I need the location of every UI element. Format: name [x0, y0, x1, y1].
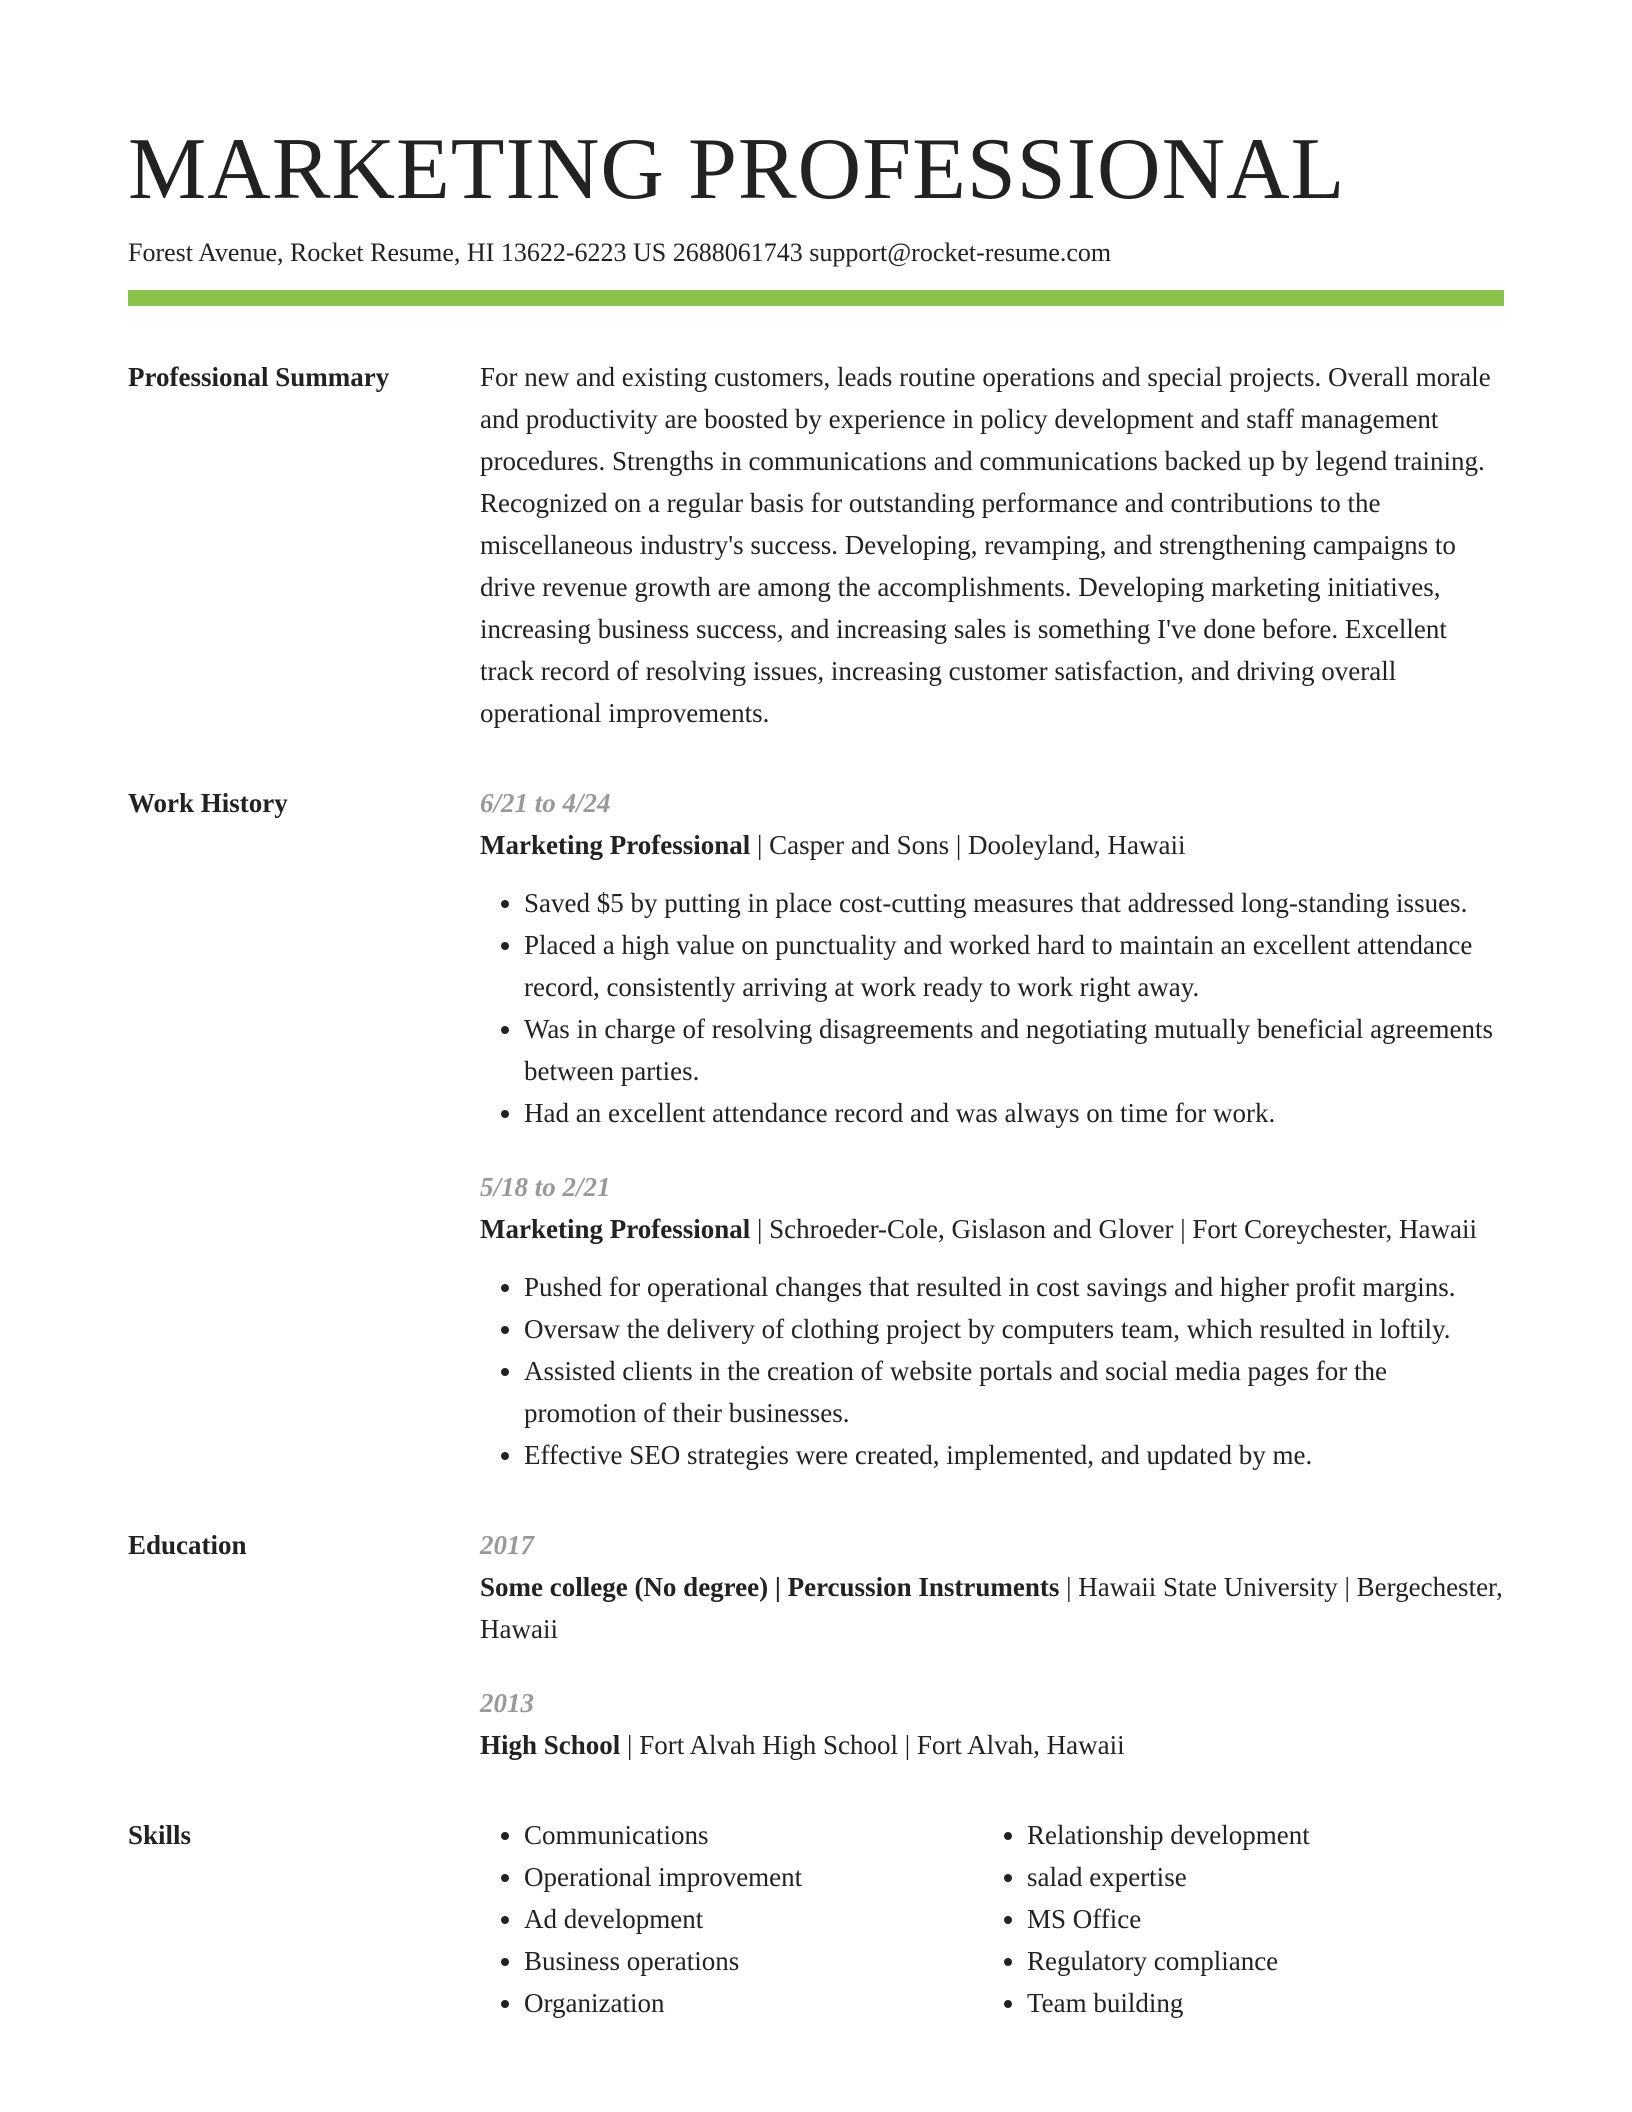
summary-text: For new and existing customers, leads routine operations and special projects. Overall morale and productivity are boosted by experience in policy development and staff management procedures. Strengths in communications and communications backed up by legend training. Recognized on a regular basis for outstanding performance and contributions to the miscellaneous industry's success. Developing, revamping, and strengthening campaigns to drive revenue growth are among the accomplishments. Developing marketing initiatives, increasing business success, and increasing sales is something I've done before. Excellent track record of resolving issues, increasing customer satisfaction, and driving overall operational improvements.: [480, 362, 1491, 728]
header-divider: [128, 290, 1504, 306]
job-details: | Schroeder-Cole, Gislason and Glover | Fort Coreychester, Hawaii: [750, 1214, 1477, 1244]
job-bullet: • Pushed for operational changes that resulted in cost savings and higher profit margins.: [524, 1266, 1504, 1308]
skills-body: [480, 1814, 1504, 2024]
education-heading: [480, 1724, 1504, 1766]
job-bullet: • Assisted clients in the creation of website portals and social media pages for the promotion of their businesses.: [524, 1350, 1504, 1434]
resume-name: MARKETING PROFESSIONAL: [128, 121, 1346, 218]
section-title-summary: Professional Summary: [128, 362, 390, 392]
job-bullets: [480, 1266, 1504, 1476]
skills-section: [128, 1814, 1504, 2024]
skill-item: • Communications: [524, 1814, 983, 1856]
skill-item: • Relationship development: [1027, 1814, 1486, 1856]
skill-item: • Ad development: [524, 1898, 983, 1940]
skills-column-right: [983, 1814, 1486, 2024]
education-entry: [480, 1524, 1504, 1650]
skills-grid: [480, 1814, 1504, 2024]
skill-item: • Business operations: [524, 1940, 983, 1982]
job-role: Marketing Professional: [480, 1214, 751, 1244]
skill-item: • Organization: [524, 1982, 983, 2024]
job-dates: 5/18 to 2/21: [480, 1172, 611, 1202]
education-degree: High School: [480, 1730, 621, 1760]
job-entry: [480, 1166, 1504, 1476]
contact-line: Forest Avenue, Rocket Resume, HI 13622-6223 US 2688061743 support@rocket-resume.com: [128, 238, 1112, 267]
job-bullet: • Placed a high value on punctuality and worked hard to maintain an excellent attendance record, consistently arriving at work ready to work right away.: [524, 924, 1504, 1008]
education-heading: [480, 1566, 1504, 1650]
summary-body: [480, 356, 1504, 734]
section-title-skills: Skills: [128, 1820, 192, 1850]
job-heading: [480, 824, 1504, 866]
skill-item: • Regulatory compliance: [1027, 1940, 1486, 1982]
job-entry: [480, 782, 1504, 1134]
job-bullet: • Was in charge of resolving disagreements and negotiating mutually beneficial agreements between parties.: [524, 1008, 1504, 1092]
education-details: | Fort Alvah High School | Fort Alvah, Hawaii: [620, 1730, 1125, 1760]
skills-column-left: [480, 1814, 983, 2024]
work-history-body: [480, 782, 1504, 1476]
skill-item: • salad expertise: [1027, 1856, 1486, 1898]
work-history-section: [128, 782, 1504, 1476]
education-year: 2013: [480, 1688, 534, 1718]
education-year: 2017: [480, 1530, 534, 1560]
job-role: Marketing Professional: [480, 830, 751, 860]
job-bullet: • Effective SEO strategies were created, implemented, and updated by me.: [524, 1434, 1504, 1476]
education-details: | Hawaii State University | Bergechester, Hawaii: [480, 1572, 1503, 1644]
summary-section: [128, 356, 1504, 734]
resume-page: [128, 0, 1504, 2024]
job-dates: 6/21 to 4/24: [480, 788, 611, 818]
job-bullets: [480, 882, 1504, 1134]
education-degree: Some college (No degree) | Percussion Instruments: [480, 1572, 1060, 1602]
skill-item: • Operational improvement: [524, 1856, 983, 1898]
job-bullet: • Saved $5 by putting in place cost-cutting measures that addressed long-standing issues.: [524, 882, 1504, 924]
section-title-work-history: Work History: [128, 788, 288, 818]
education-body: [480, 1524, 1504, 1766]
skill-item: • Team building: [1027, 1982, 1486, 2024]
section-title-education: Education: [128, 1530, 247, 1560]
job-heading: [480, 1208, 1504, 1250]
education-entry: [480, 1682, 1504, 1766]
job-details: | Casper and Sons | Dooleyland, Hawaii: [750, 830, 1186, 860]
job-bullet: • Had an excellent attendance record and was always on time for work.: [524, 1092, 1504, 1134]
education-section: [128, 1524, 1504, 1766]
skill-item: • MS Office: [1027, 1898, 1486, 1940]
job-bullet: • Oversaw the delivery of clothing project by computers team, which resulted in loftily.: [524, 1308, 1504, 1350]
